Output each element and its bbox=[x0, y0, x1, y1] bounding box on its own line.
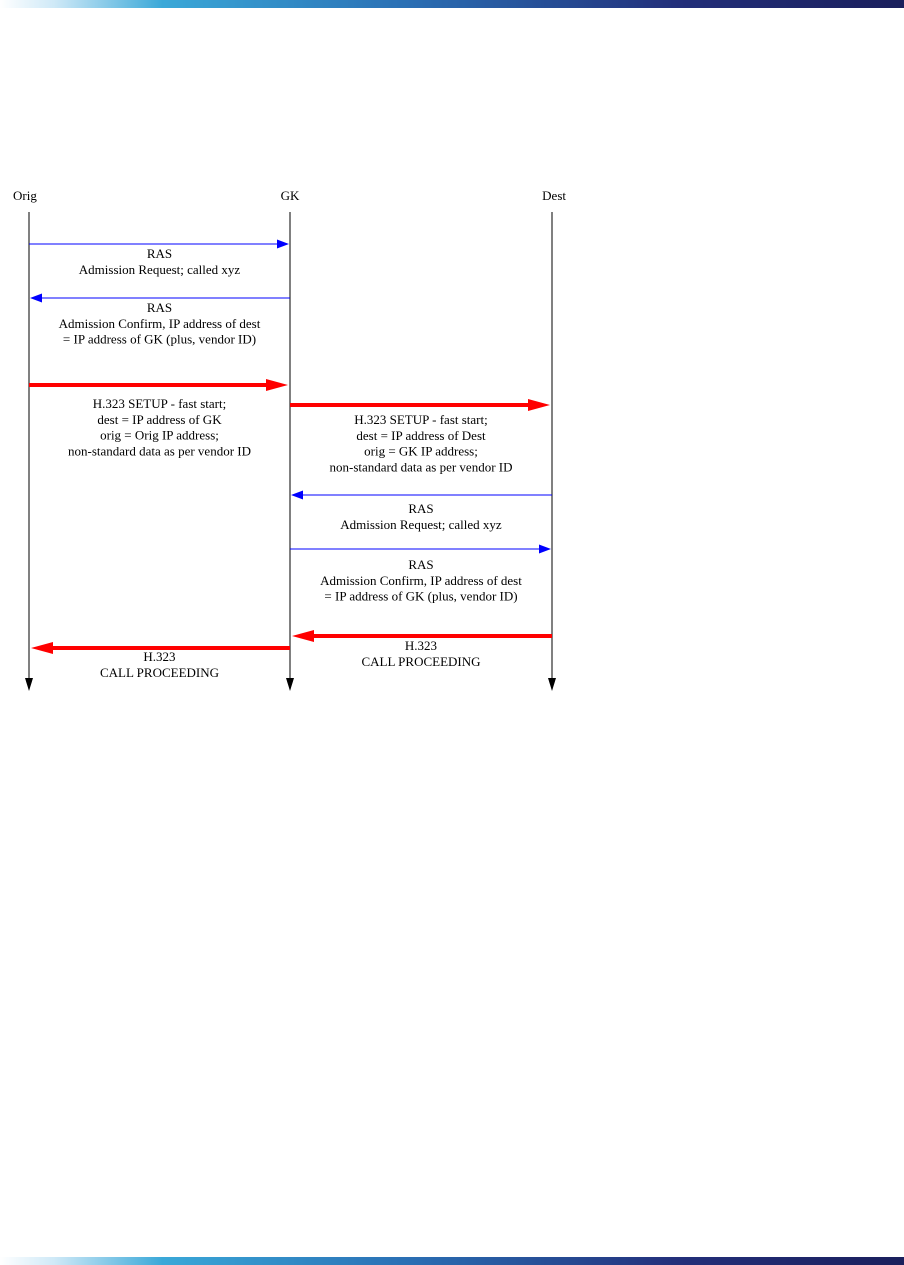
message-label-line: RAS bbox=[146, 246, 173, 261]
message-label-4 bbox=[329, 412, 512, 474]
message-label-line: orig = GK IP address; bbox=[364, 443, 478, 459]
message-label-line: Admission Confirm, IP address of dest bbox=[58, 315, 261, 331]
message-label-line: RAS bbox=[408, 501, 434, 516]
message-label-line: H.323 SETUP - fast start; bbox=[92, 396, 227, 411]
lifeline-arrow-dest bbox=[548, 678, 556, 691]
message-label-line: non-standard data as per vendor ID bbox=[329, 459, 513, 475]
lifeline-arrow-orig bbox=[25, 678, 33, 691]
message-arrowhead-8 bbox=[31, 642, 53, 654]
lifeline-arrow-gk bbox=[286, 678, 294, 691]
message-label-line: non-standard data as per vendor ID bbox=[67, 443, 252, 459]
participant-label-gk: GK bbox=[280, 188, 300, 203]
message-arrowhead-1 bbox=[277, 240, 289, 249]
message-label-line: H.323 SETUP - fast start; bbox=[354, 412, 488, 427]
message-arrowhead-7 bbox=[292, 630, 314, 642]
message-label-line: CALL PROCEEDING bbox=[361, 653, 481, 669]
message-label-line: Admission Request; called xyz bbox=[78, 261, 241, 277]
message-label-2 bbox=[59, 300, 261, 347]
message-label-line: H.323 bbox=[143, 649, 176, 664]
message-arrowhead-3 bbox=[266, 379, 288, 391]
message-label-7 bbox=[361, 638, 480, 669]
message-label-line: H.323 bbox=[404, 638, 438, 653]
message-label-line: RAS bbox=[146, 300, 173, 315]
message-label-6 bbox=[320, 557, 522, 604]
message-label-line: dest = IP address of Dest bbox=[356, 427, 486, 443]
message-arrowhead-6 bbox=[539, 545, 551, 554]
message-label-line: dest = IP address of GK bbox=[97, 411, 222, 427]
message-label-line: RAS bbox=[408, 557, 434, 572]
message-label-line: CALL PROCEEDING bbox=[99, 664, 220, 680]
message-label-line: orig = Orig IP address; bbox=[100, 427, 219, 443]
message-label-5 bbox=[340, 501, 502, 532]
message-label-8 bbox=[100, 649, 219, 680]
message-label-3 bbox=[68, 396, 251, 458]
message-label-line: Admission Request; called xyz bbox=[340, 516, 502, 532]
message-arrowhead-2 bbox=[30, 294, 42, 303]
participant-label-orig: Orig bbox=[13, 188, 37, 203]
message-label-line: Admission Confirm, IP address of dest bbox=[320, 572, 522, 588]
message-label-line: = IP address of GK (plus, vendor ID) bbox=[324, 588, 518, 604]
message-label-1 bbox=[79, 246, 241, 277]
participant-label-dest: Dest bbox=[542, 188, 566, 203]
message-arrowhead-5 bbox=[291, 491, 303, 500]
message-arrowhead-4 bbox=[528, 399, 550, 411]
message-label-line: = IP address of GK (plus, vendor ID) bbox=[62, 331, 257, 347]
